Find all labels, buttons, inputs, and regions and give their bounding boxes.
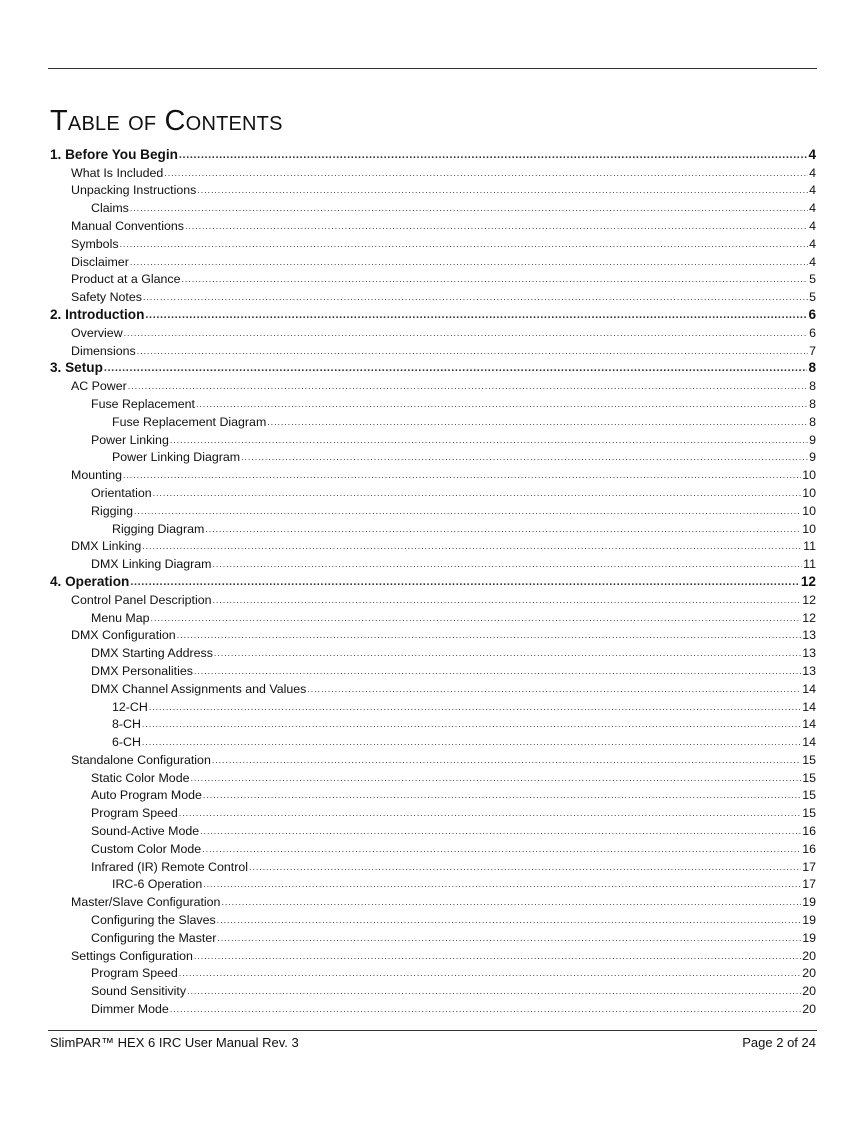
toc-entry[interactable] (50, 980, 816, 998)
dot-leader (134, 505, 801, 518)
toc-entry[interactable] (50, 269, 816, 287)
toc-entry-label: Sound-Active Mode (91, 824, 200, 839)
toc-entry-page: 8 (809, 396, 816, 411)
toc-entry-page: 4 (809, 218, 816, 233)
header-rule (48, 68, 817, 69)
toc-entry-page: 8 (809, 414, 816, 429)
dot-leader (142, 540, 802, 553)
toc-entry-label: DMX Linking (71, 539, 142, 554)
toc-entry-label: Settings Configuration (71, 948, 193, 963)
toc-entry[interactable] (50, 714, 816, 732)
toc-entry[interactable] (50, 375, 816, 393)
toc-entry-label: DMX Configuration (71, 628, 176, 643)
toc-entry-label: Unpacking Instructions (71, 183, 197, 198)
dot-leader (213, 594, 802, 607)
toc-entry-label: What Is Included (71, 165, 164, 180)
toc-entry-page: 10 (802, 503, 816, 518)
toc-entry[interactable] (50, 998, 816, 1016)
toc-entry[interactable] (50, 909, 816, 927)
toc-entry-label: Rigging (91, 503, 134, 518)
toc-entry-page: 4 (809, 236, 816, 251)
toc-chapter[interactable] (50, 144, 816, 162)
toc-entry-label: Dimensions (71, 343, 136, 358)
toc-chapter[interactable] (50, 571, 816, 589)
toc-entry-page: 17 (802, 859, 816, 874)
dot-leader (142, 718, 801, 731)
toc-entry-page: 14 (802, 735, 816, 750)
toc-entry[interactable] (50, 536, 816, 554)
toc-entry-page: 13 (802, 646, 816, 661)
toc-entry-label: Fuse Replacement Diagram (112, 414, 267, 429)
toc-entry-page: 15 (802, 770, 816, 785)
toc-entry-label: Custom Color Mode (91, 841, 202, 856)
toc-entry-page: 20 (802, 948, 816, 963)
toc-entry[interactable] (50, 945, 816, 963)
toc-entry-page: 12 (802, 592, 816, 607)
dot-leader (177, 629, 802, 642)
toc-entry[interactable] (50, 464, 816, 482)
toc-entry-page: 4 (809, 183, 816, 198)
dot-leader (217, 932, 801, 945)
dot-leader (170, 434, 808, 447)
dot-leader (190, 772, 801, 785)
dot-leader (130, 576, 800, 589)
toc-entry-label: Sound Sensitivity (91, 984, 187, 999)
toc-entry-page: 5 (809, 272, 816, 287)
toc-entry-label: IRC-6 Operation (112, 877, 203, 892)
toc-entry[interactable] (50, 874, 816, 892)
toc-entry[interactable] (50, 215, 816, 233)
toc-entry-label: 2. Introduction (50, 306, 145, 322)
toc-entry[interactable] (50, 251, 816, 269)
dot-leader (185, 220, 808, 233)
toc-entry[interactable] (50, 393, 816, 411)
dot-leader (179, 149, 808, 162)
toc-entry-label: Power Linking Diagram (112, 450, 241, 465)
dot-leader (249, 861, 801, 874)
toc-entry-page: 15 (802, 788, 816, 803)
toc-entry-label: Symbols (71, 236, 119, 251)
toc-entry-page: 9 (809, 432, 816, 447)
toc-entry[interactable] (50, 340, 816, 358)
dot-leader (149, 701, 801, 714)
toc-entry-page: 13 (802, 628, 816, 643)
dot-leader (153, 487, 802, 500)
table-of-contents (50, 144, 816, 1016)
toc-entry[interactable] (50, 642, 816, 660)
dot-leader (170, 1003, 801, 1016)
dot-leader (128, 380, 808, 393)
toc-entry-page: 20 (802, 1002, 816, 1017)
toc-entry-label: Standalone Configuration (71, 752, 211, 767)
footer-page-number: Page 2 of 24 (742, 1035, 816, 1050)
toc-entry-page: 15 (802, 806, 816, 821)
toc-entry-page: 14 (802, 699, 816, 714)
dot-leader (151, 612, 802, 625)
toc-entry-page: 10 (802, 485, 816, 500)
toc-entry-label: 4. Operation (50, 573, 130, 589)
toc-entry[interactable] (50, 589, 816, 607)
toc-entry-label: Infrared (IR) Remote Control (91, 859, 249, 874)
toc-entry[interactable] (50, 286, 816, 304)
toc-entry-page: 19 (802, 913, 816, 928)
toc-entry-label: Program Speed (91, 806, 178, 821)
dot-leader (213, 558, 803, 571)
toc-entry[interactable] (50, 180, 816, 198)
toc-entry-page: 19 (802, 930, 816, 945)
toc-entry[interactable] (50, 660, 816, 678)
toc-entry-label: Overview (71, 325, 123, 340)
toc-entry-page: 11 (803, 557, 816, 572)
toc-entry-page: 19 (802, 895, 816, 910)
toc-entry[interactable] (50, 696, 816, 714)
dot-leader (179, 807, 801, 820)
toc-entry-label: Menu Map (91, 610, 150, 625)
toc-entry-page: 16 (802, 841, 816, 856)
toc-entry[interactable] (50, 856, 816, 874)
toc-entry-page: 8 (809, 379, 816, 394)
toc-entry-label: Mounting (71, 468, 122, 483)
dot-leader (142, 736, 801, 749)
toc-entry[interactable] (50, 500, 816, 518)
toc-entry-label: 12-CH (112, 699, 148, 714)
toc-entry[interactable] (50, 447, 816, 465)
dot-leader (200, 825, 801, 838)
toc-entry-label: Safety Notes (71, 290, 142, 305)
toc-entry[interactable] (50, 838, 816, 856)
dot-leader (145, 309, 807, 322)
toc-entry-page: 20 (802, 966, 816, 981)
toc-entry-label: Static Color Mode (91, 770, 190, 785)
toc-entry[interactable] (50, 802, 816, 820)
toc-entry-page: 10 (802, 468, 816, 483)
toc-entry-label: 3. Setup (50, 360, 103, 376)
dot-leader (212, 754, 801, 767)
toc-entry-page: 14 (802, 717, 816, 732)
toc-entry-label: Dimmer Mode (91, 1002, 169, 1017)
dot-leader (205, 523, 801, 536)
toc-entry-label: Master/Slave Configuration (71, 895, 221, 910)
dot-leader (130, 256, 808, 269)
dot-leader (203, 789, 801, 802)
toc-chapter[interactable] (50, 304, 816, 322)
toc-entry-label: Product at a Glance (71, 272, 181, 287)
toc-entry[interactable] (50, 322, 816, 340)
toc-entry-label: Manual Conventions (71, 218, 184, 233)
toc-entry[interactable] (50, 607, 816, 625)
toc-entry[interactable] (50, 785, 816, 803)
dot-leader (194, 950, 801, 963)
toc-entry[interactable] (50, 927, 816, 945)
dot-leader (123, 469, 801, 482)
toc-entry-page: 8 (808, 360, 816, 376)
toc-entry-label: Auto Program Mode (91, 788, 202, 803)
toc-entry-page: 15 (802, 752, 816, 767)
toc-entry[interactable] (50, 963, 816, 981)
toc-entry-label: Fuse Replacement (91, 396, 195, 411)
toc-entry-page: 4 (809, 254, 816, 269)
dot-leader (187, 985, 801, 998)
dot-leader (130, 202, 808, 215)
toc-entry[interactable] (50, 553, 816, 571)
toc-entry-label: 6-CH (112, 735, 141, 750)
dot-leader (307, 683, 801, 696)
toc-entry-label: Control Panel Description (71, 592, 212, 607)
toc-entry-page: 7 (809, 343, 816, 358)
dot-leader (143, 291, 808, 304)
toc-entry-page: 9 (809, 450, 816, 465)
toc-entry-page: 13 (802, 663, 816, 678)
toc-entry-page: 6 (809, 325, 816, 340)
dot-leader (203, 878, 801, 891)
toc-entry-label: Rigging Diagram (112, 521, 205, 536)
toc-entry-page: 17 (802, 877, 816, 892)
toc-entry-page: 11 (803, 539, 816, 554)
toc-entry[interactable] (50, 429, 816, 447)
dot-leader (241, 451, 808, 464)
toc-entry-page: 6 (808, 306, 816, 322)
toc-entry-label: DMX Personalities (91, 663, 193, 678)
dot-leader (137, 345, 808, 358)
page-title: Table of Contents (50, 105, 283, 137)
toc-entry[interactable] (50, 233, 816, 251)
toc-entry[interactable] (50, 411, 816, 429)
toc-entry-label: Configuring the Master (91, 930, 217, 945)
dot-leader (217, 914, 802, 927)
dot-leader (179, 967, 801, 980)
toc-entry[interactable] (50, 625, 816, 643)
dot-leader (194, 665, 801, 678)
toc-entry-page: 5 (809, 290, 816, 305)
toc-entry-page: 14 (802, 681, 816, 696)
dot-leader (214, 647, 801, 660)
dot-leader (182, 273, 809, 286)
toc-entry[interactable] (50, 749, 816, 767)
toc-entry-label: Configuring the Slaves (91, 913, 216, 928)
toc-entry-label: DMX Channel Assignments and Values (91, 681, 307, 696)
toc-entry[interactable] (50, 731, 816, 749)
footer-manual-title: SlimPAR™ HEX 6 IRC User Manual Rev. 3 (50, 1035, 299, 1050)
toc-entry[interactable] (50, 162, 816, 180)
toc-entry-label: DMX Linking Diagram (91, 557, 212, 572)
dot-leader (197, 184, 808, 197)
toc-entry[interactable] (50, 767, 816, 785)
toc-entry-label: AC Power (71, 379, 127, 394)
toc-entry-label: 8-CH (112, 717, 141, 732)
toc-entry[interactable] (50, 820, 816, 838)
toc-entry-label: 1. Before You Begin (50, 146, 178, 162)
toc-entry[interactable] (50, 482, 816, 500)
toc-entry-page: 4 (809, 165, 816, 180)
toc-entry-label: Orientation (91, 485, 152, 500)
toc-entry-label: Claims (91, 201, 129, 216)
toc-entry[interactable] (50, 678, 816, 696)
toc-entry-page: 4 (809, 201, 816, 216)
dot-leader (164, 167, 808, 180)
toc-entry-label: Power Linking (91, 432, 169, 447)
dot-leader (120, 238, 809, 251)
dot-leader (196, 398, 808, 411)
toc-entry-page: 12 (802, 610, 816, 625)
footer-rule (48, 1030, 817, 1031)
dot-leader (202, 843, 801, 856)
toc-entry-page: 12 (800, 573, 816, 589)
dot-leader (124, 327, 808, 340)
toc-chapter[interactable] (50, 358, 816, 376)
toc-entry[interactable] (50, 197, 816, 215)
dot-leader (267, 416, 808, 429)
toc-entry-label: Disclaimer (71, 254, 129, 269)
toc-entry-page: 4 (808, 146, 816, 162)
dot-leader (221, 896, 801, 909)
toc-entry-page: 10 (802, 521, 816, 536)
toc-entry[interactable] (50, 891, 816, 909)
toc-entry-page: 20 (802, 984, 816, 999)
toc-entry-label: DMX Starting Address (91, 646, 213, 661)
dot-leader (104, 362, 808, 375)
toc-entry-page: 16 (802, 824, 816, 839)
toc-entry-label: Program Speed (91, 966, 178, 981)
toc-entry[interactable] (50, 518, 816, 536)
